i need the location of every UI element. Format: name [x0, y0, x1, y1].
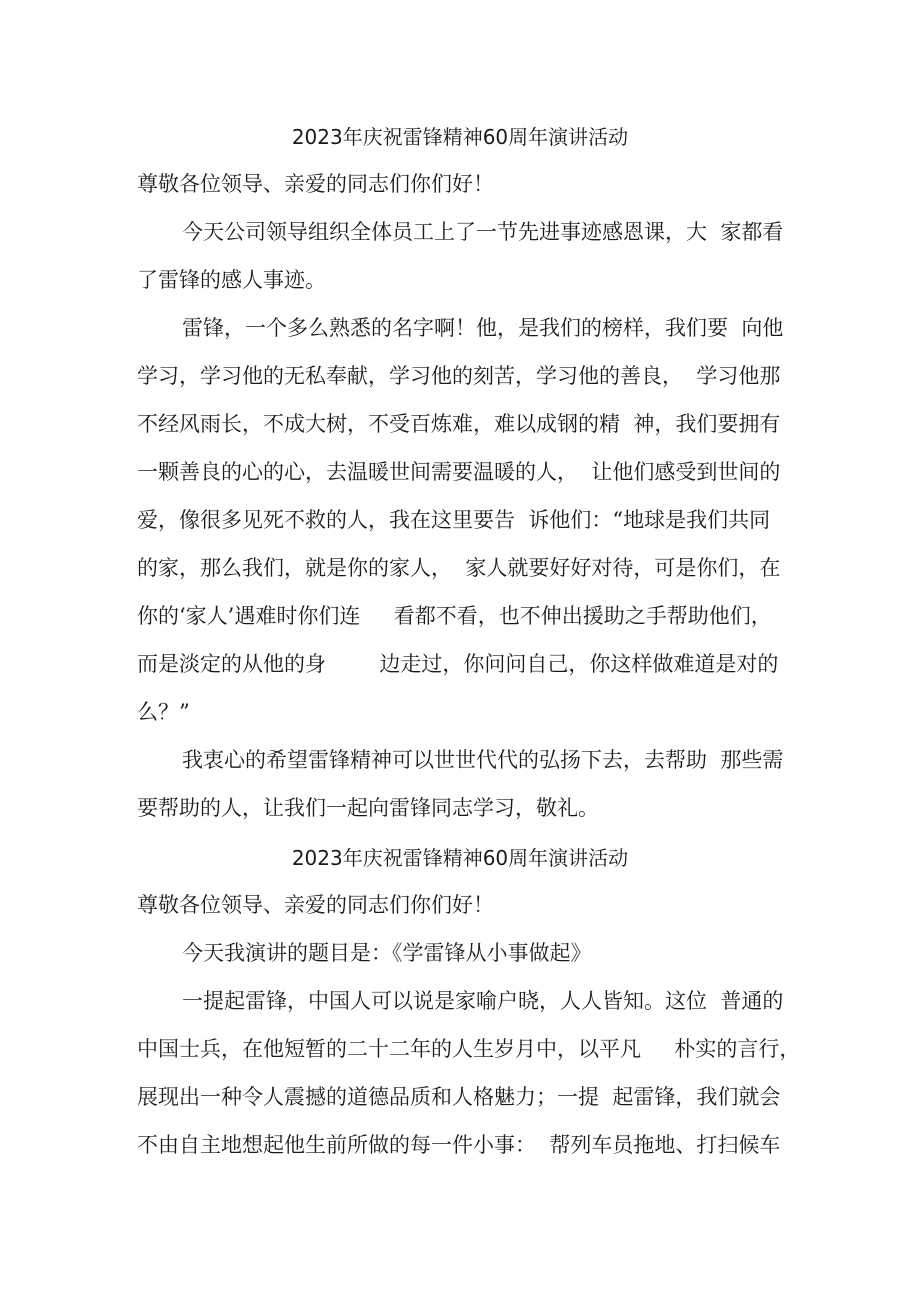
paragraph-line: 要帮助的人，让我们一起向雷锋同志学习，敬礼。: [137, 796, 599, 820]
paragraph-line: 雷锋，一个多么熟悉的名字啊！他，是我们的榜样，我们要 向他: [182, 316, 784, 340]
paragraph-line: 不由自主地想起他生前所做的每一件小事： 帮列车员拖地、打扫候车: [137, 1133, 781, 1157]
paragraph-line: 今天公司领导组织全体员工上了一节先进事迹感恩课，大 家都看: [182, 220, 784, 244]
paragraph-line: 了雷锋的感人事迹。: [137, 268, 326, 292]
greeting-1: 尊敬各位领导、亲爱的同志们你们好！: [137, 172, 494, 196]
paragraph-line: 你的‘家人’遇难时你们连 看都不看，也不伸出援助之手帮助他们，: [137, 604, 772, 628]
paragraph-line: 爱，像很多见死不救的人，我在这里要告 诉他们：“地球是我们共同: [137, 508, 771, 532]
paragraph-line: 而是淡定的从他的身 边走过，你问问自己，你这样做难道是对的: [137, 652, 779, 676]
paragraph-line: 的家，那么我们，就是你的家人， 家人就要好好对待，可是你们，在: [137, 556, 781, 580]
paragraph-line: 学习，学习他的无私奉献，学习他的刻苦，学习他的善良， 学习他那: [137, 364, 781, 388]
paragraph-line: 一颗善良的心的心，去温暖世间需要温暖的人， 让他们感受到世间的: [137, 460, 781, 484]
paragraph-line: 么？”: [137, 700, 190, 724]
paragraph-line: 我衷心的希望雷锋精神可以世世代代的弘扬下去，去帮助 那些需: [182, 748, 784, 772]
greeting-2: 尊敬各位领导、亲爱的同志们你们好！: [137, 893, 494, 917]
speech-title-1: 2023年庆祝雷锋精神60周年演讲活动: [291, 125, 629, 149]
paragraph-line: 中国士兵，在他短暂的二十二年的人生岁月中，以平凡 朴实的言行，: [137, 1037, 801, 1061]
paragraph-line: 一提起雷锋，中国人可以说是家喻户晓，人人皆知。这位 普通的: [182, 989, 784, 1013]
paragraph-line: 展现出一种令人震撼的道德品质和人格魅力；一提 起雷锋，我们就会: [137, 1085, 781, 1109]
paragraph-line: 不经风雨长，不成大树，不受百炼难，难以成钢的精 神，我们要拥有: [137, 412, 781, 436]
speech-title-2: 2023年庆祝雷锋精神60周年演讲活动: [291, 846, 629, 870]
paragraph-line: 今天我演讲的题目是：《学雷锋从小事做起》: [182, 941, 592, 965]
